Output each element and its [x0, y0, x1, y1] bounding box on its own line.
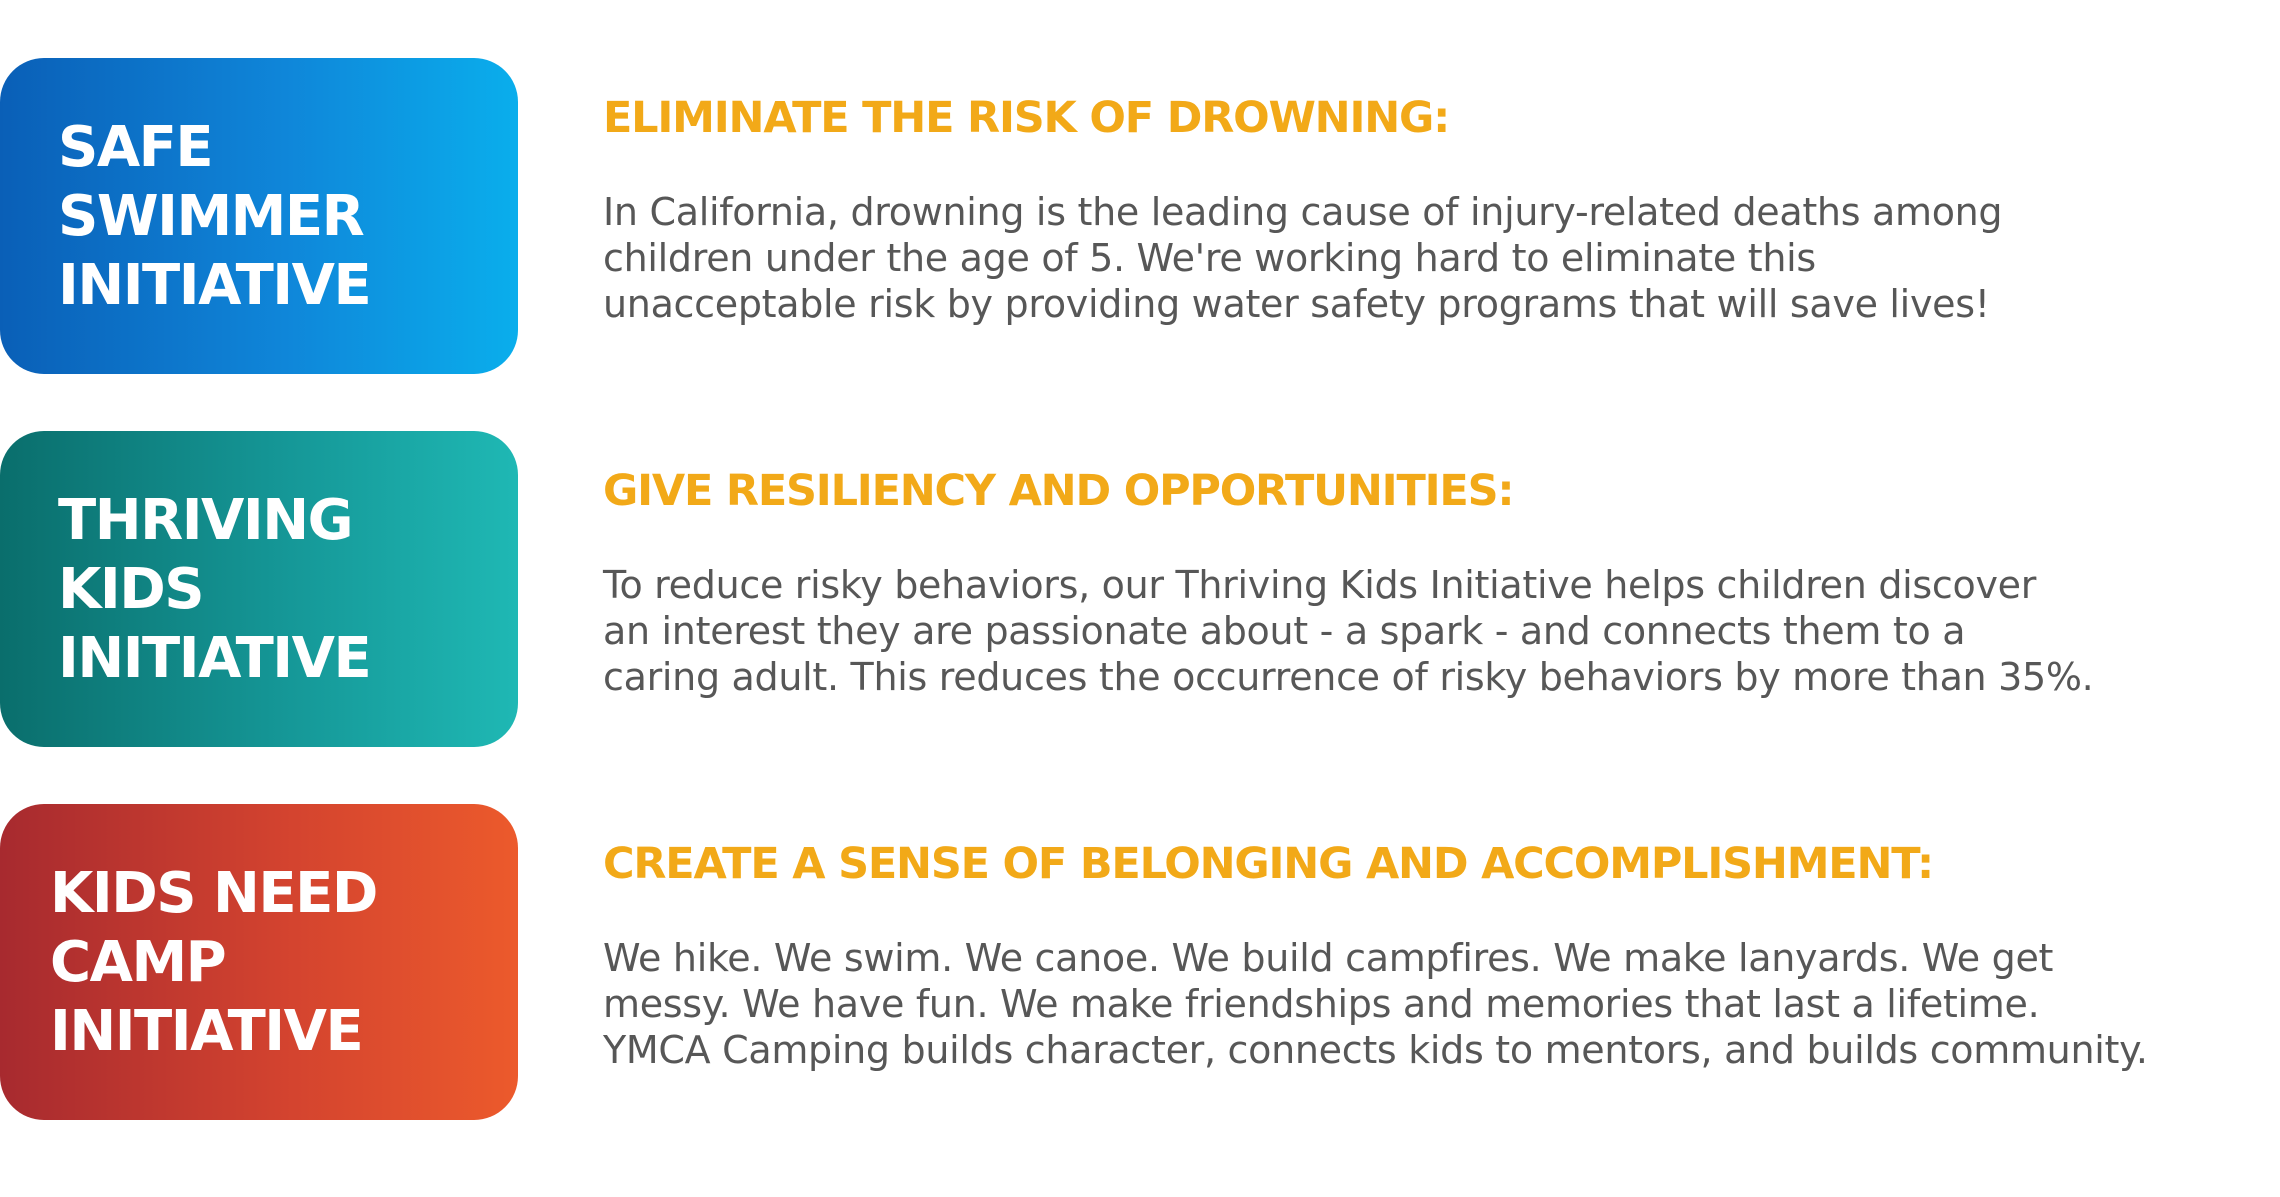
initiative-heading: CREATE A SENSE OF BELONGING AND ACCOMPLISHMENT: — [603, 839, 1934, 889]
initiative-heading: ELIMINATE THE RISK OF DROWNING: — [603, 93, 1450, 143]
description-line: To reduce risky behaviors, our Thriving Kids Initiative helps children discover — [603, 563, 2037, 607]
initiative-kids-need-camp — [0, 804, 2280, 1120]
initiative-badge — [0, 58, 518, 374]
badge-line: INITIATIVE — [58, 252, 371, 318]
badge-line: SAFE — [58, 114, 213, 180]
initiative-safe-swimmer — [0, 58, 2280, 374]
initiative-thriving-kids — [0, 431, 2280, 747]
initiative-description — [603, 562, 2093, 700]
badge-line: INITIATIVE — [50, 998, 363, 1064]
description-line: YMCA Camping builds character, connects kids to mentors, and builds community. — [603, 1028, 2148, 1072]
initiative-badge — [0, 431, 518, 747]
badge-line: SWIMMER — [58, 183, 364, 249]
initiative-heading: GIVE RESILIENCY AND OPPORTUNITIES: — [603, 466, 1514, 516]
initiative-description — [603, 189, 2002, 327]
badge-line: CAMP — [50, 929, 226, 995]
badge-line: INITIATIVE — [58, 625, 371, 691]
description-line: We hike. We swim. We canoe. We build campfires. We make lanyards. We get — [603, 936, 2054, 980]
badge-line: KIDS — [58, 556, 204, 622]
description-line: In California, drowning is the leading cause of injury-related deaths among — [603, 190, 2003, 234]
description-line: children under the age of 5. We're working hard to eliminate this — [603, 236, 1816, 280]
initiative-badge — [0, 804, 518, 1120]
description-line: an interest they are passionate about - a spark - and connects them to a — [603, 609, 1966, 653]
description-line: unacceptable risk by providing water safety programs that will save lives! — [603, 282, 1990, 326]
description-line: caring adult. This reduces the occurrence of risky behaviors by more than 35%. — [603, 655, 2094, 699]
description-line: messy. We have fun. We make friendships and memories that last a lifetime. — [603, 982, 2040, 1026]
badge-line: THRIVING — [58, 487, 353, 553]
initiative-description — [603, 935, 2148, 1073]
badge-line: KIDS NEED — [50, 860, 377, 926]
